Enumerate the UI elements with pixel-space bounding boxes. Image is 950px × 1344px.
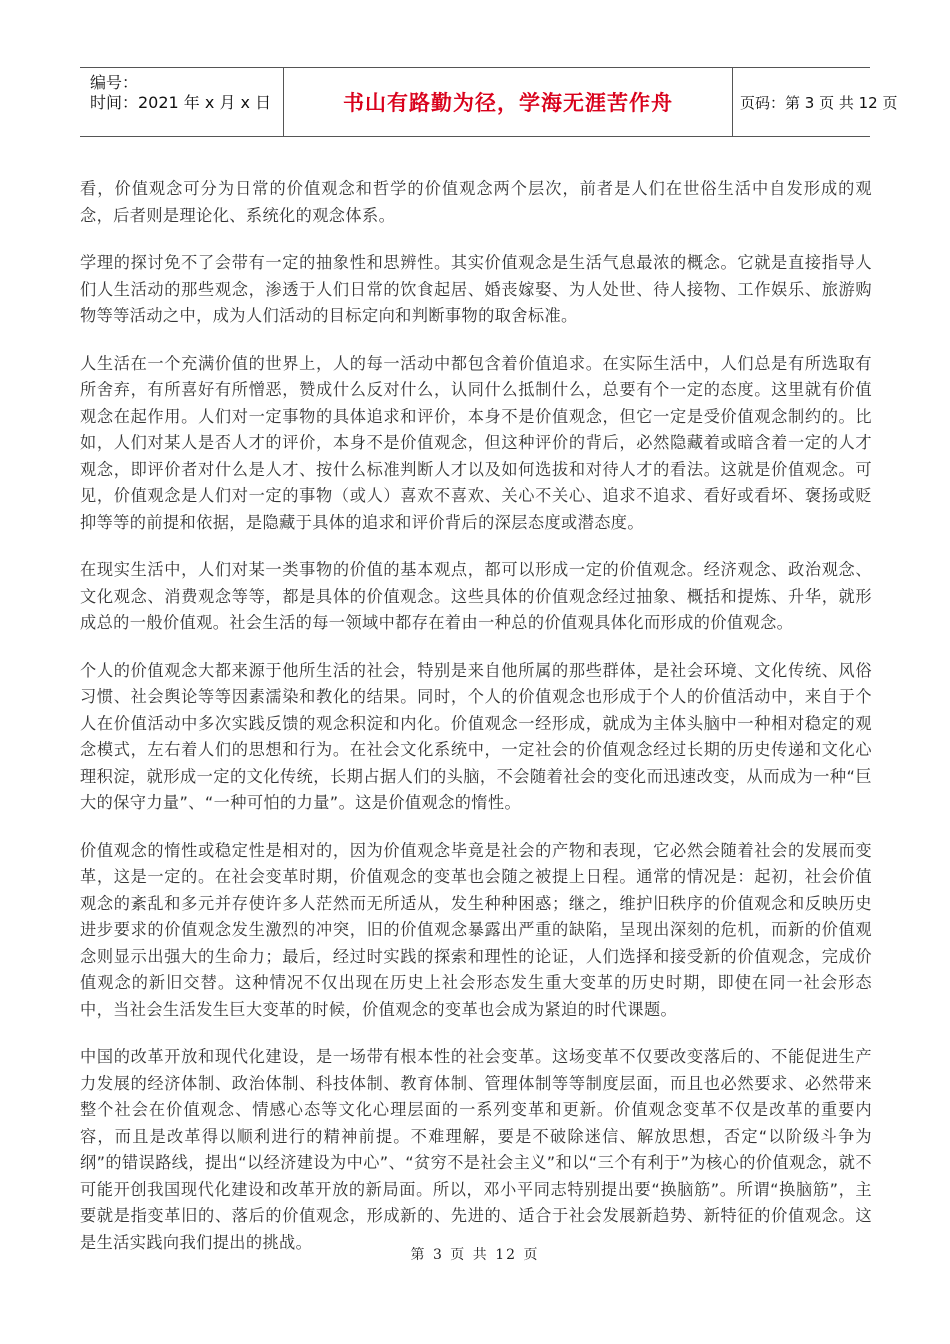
document-number-label: 编号：	[90, 73, 139, 92]
paragraph-5: 个人的价值观念大都来源于他所生活的社会，特别是来自他所属的那些群体，是社会环境、文化传统、风俗习惯、社会舆论等等因素濡染和教化的结果。同时，个人的价值观念也形成于个人的价值活动中，来自于个人在价值活动中多次实践反馈的观念积淀和内化。价值观念一经形成，就成为主体头脑中一种相对稳定的观念模式，左右着人们的思想和行为。在社会文化系统中，一定社会的价值观念经过长期的历史传递和文化心理积淀，就形成一定的文化传统，长期占据人们的头脑，不会随着社会的变化而迅速改变，从而成为一种“巨大的保守力量”、“一种可怕的力量”。这是价值观念的惰性。	[80, 660, 872, 812]
paragraph-7: 中国的改革开放和现代化建设，是一场带有根本性的社会变革。这场变革不仅要改变落后的、不能促进生产力发展的经济体制、政治体制、科技体制、教育体制、管理体制等等制度层面，而且也必然要求、必然带来整个社会在价值观念、情感心态等文化心理层面的一系列变革和更新。价值观念变革不仅是改革的重要内容，而且是改革得以顺利进行的精神前提。不难理解，要是不破除迷信、解放思想，否定“以阶级斗争为纲”的错误路线，提出“以经济建设为中心”、“贫穷不是社会主义”和以“三个有利于”为核心的价值观念，就不可能开创我国现代化建设和改革开放的新局面。所以，邓小平同志特别提出要“换脑筋”。所谓“换脑筋”，主要就是指变革旧的、落后的价值观念，形成新的、先进的、适合于社会发展新趋势、新特征的价值观念。这是生活实践向我们提出的挑战。	[80, 1047, 872, 1252]
page-header	[80, 67, 898, 137]
header-meta	[90, 68, 285, 136]
header-motto-cell	[283, 68, 733, 136]
paragraph-4: 在现实生活中，人们对某一类事物的价值的基本观点，都可以形成一定的价值观念。经济观念、政治观念、文化观念、消费观念等等，都是具体的价值观念。这些具体的价值观念经过抽象、概括和提炼、升华，就形成总的一般价值观。社会生活的每一领域中都存在着由一种总的价值观具体化而形成的价值观念。	[80, 560, 872, 632]
paragraph-1: 看，价值观念可分为日常的价值观念和哲学的价值观念两个层次，前者是人们在世俗生活中自发形成的观念，后者则是理论化、系统化的观念体系。	[80, 179, 872, 225]
header-page-indicator: 页码：第 3 页 共 12 页	[740, 93, 898, 112]
paragraph-2: 学理的探讨免不了会带有一定的抽象性和思辨性。其实价值观念是生活气息最浓的概念。它就是直接指导人们人生活动的那些观念，渗透于人们日常的饮食起居、婚丧嫁娶、为人处世、待人接物、工作娱乐、旅游购物等等活动之中，成为人们活动的目标定向和判断事物的取舍标准。	[80, 253, 872, 325]
document-body	[80, 176, 872, 1277]
document-date-label: 时间：2021 年 x 月 x 日	[90, 93, 272, 112]
paragraph-3: 人生活在一个充满价值的世界上，人的每一活动中都包含着价值追求。在实际生活中，人们总是有所选取有所舍弃，有所喜好有所憎恶，赞成什么反对什么，认同什么抵制什么，总要有个一定的态度。这里就有价值观念在起作用。人们对一定事物的具体追求和评价，本身不是价值观念，但它一定是受价值观念制约的。比如，人们对某人是否人才的评价，本身不是价值观念，但这种评价的背后，必然隐藏着或暗含着一定的人才观念，即评价者对什么是人才、按什么标准判断人才以及如何选拔和对待人才的看法。这就是价值观念。可见，价值观念是人们对一定的事物（或人）喜欢不喜欢、关心不关心、追求不追求、看好或看坏、褒扬或贬抑等等的前提和依据，是隐藏于具体的追求和评价背后的深层态度或潜态度。	[80, 353, 872, 532]
header-motto: 书山有路勤为径，学海无涯苦作舟	[343, 91, 673, 115]
page-footer: 第 3 页 共 12 页	[410, 1247, 540, 1263]
paragraph-6: 价值观念的惰性或稳定性是相对的，因为价值观念毕竟是社会的产物和表现，它必然会随着社会的发展而变革，这是一定的。在社会变革时期，价值观念的变革也会随之被提上日程。通常的情况是：起初，社会价值观念的紊乱和多元并存使许多人茫然而无所适从，发生种种困惑；继之，维护旧秩序的价值观念和反映历史进步要求的价值观念发生激烈的冲突，旧的价值观念暴露出严重的缺陷，呈现出深刻的危机，而新的价值观念则显示出强大的生命力；最后，经过时实践的探索和理性的论证，人们选择和接受新的价值观念，完成价值观念的新旧交替。这种情况不仅出现在历史上社会形态发生重大变革的历史时期，即使在同一社会形态中，当社会生活发生巨大变革的时候，价值观念的变革也会成为紧迫的时代课题。	[80, 840, 872, 1019]
